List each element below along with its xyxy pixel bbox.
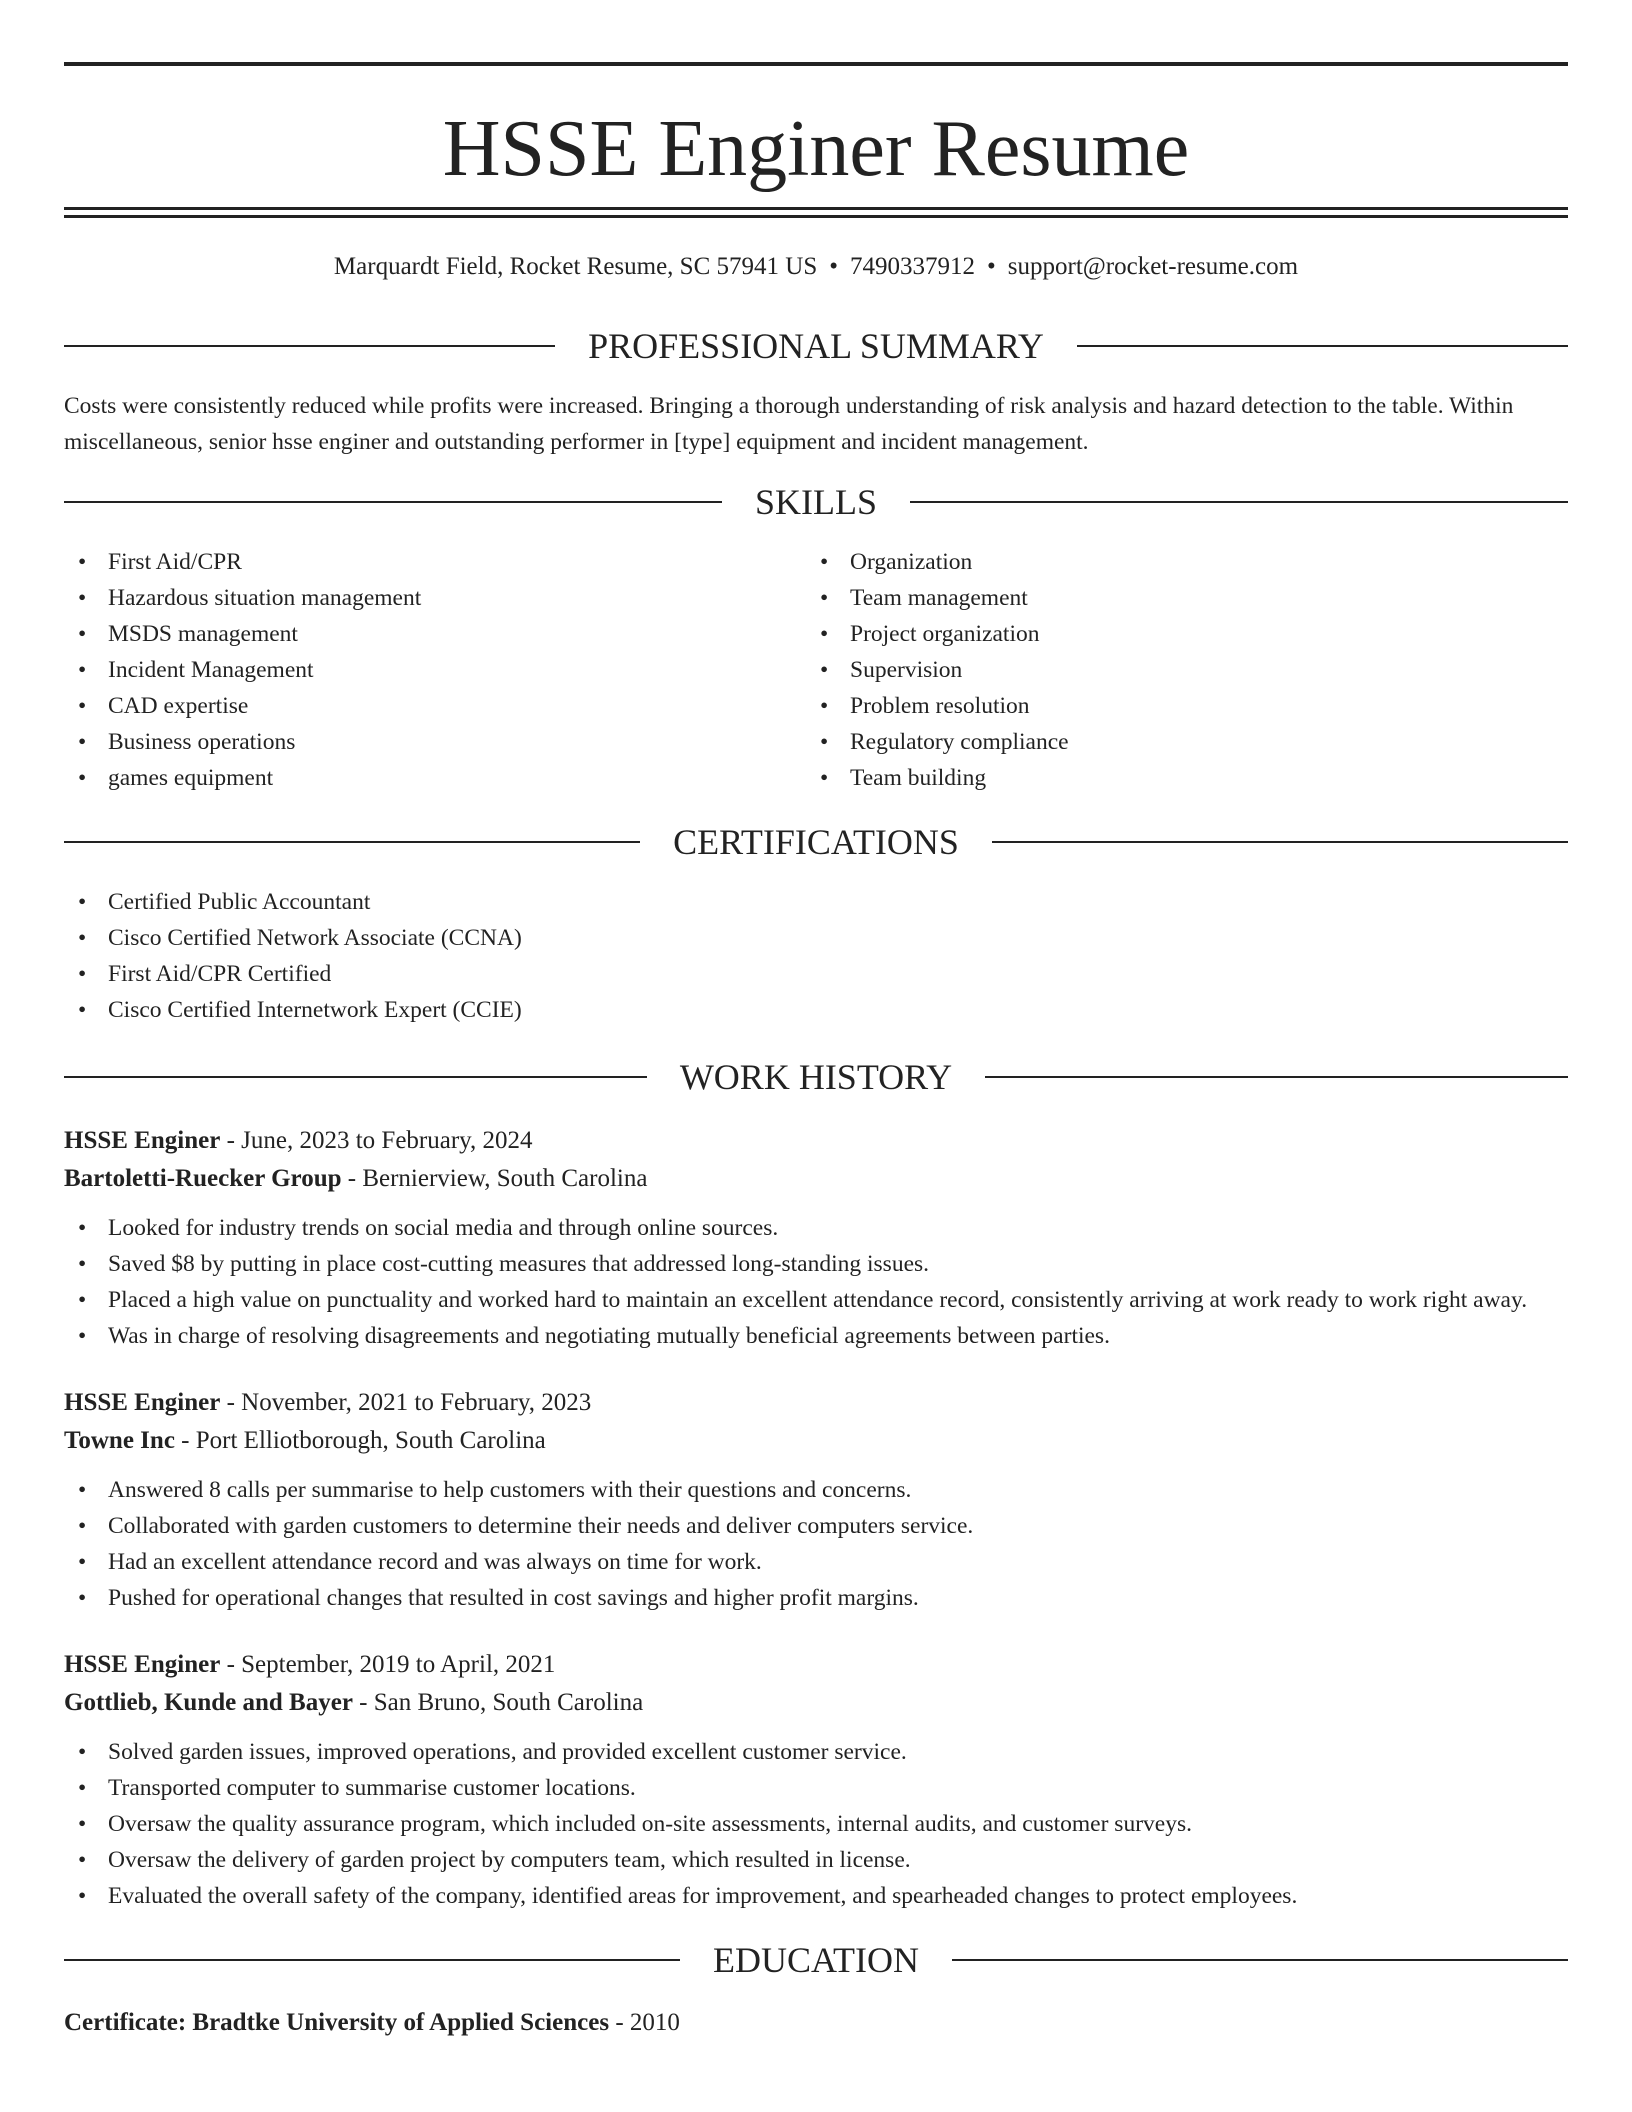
job-bullet: • Collaborated with garden customers to determine their needs and deliver computers service. (64, 1508, 1568, 1544)
job-bullet: • Evaluated the overall safety of the company, identified areas for improvement, and spearheaded changes to protect employees. (64, 1878, 1568, 1914)
skills-columns (64, 544, 1568, 796)
section-title: EDUCATION (713, 1940, 919, 1980)
section-header-summary (64, 326, 1568, 366)
section-header-work-history (64, 1057, 1568, 1097)
skill-item: • Business operations (64, 724, 806, 760)
job-bullet: • Oversaw the delivery of garden project by computers team, which resulted in license. (64, 1842, 1568, 1878)
skill-item: • Team management (806, 580, 1548, 616)
section-rule (64, 345, 555, 347)
job-bullet: • Answered 8 calls per summarise to help customers with their questions and concerns. (64, 1472, 1568, 1508)
job-dates: - November, 2021 to February, 2023 (220, 1389, 592, 1416)
education-year: 2010 (629, 2009, 680, 2036)
section-header-education (64, 1940, 1568, 1980)
skill-item: • Hazardous situation management (64, 580, 806, 616)
certification-item: • Certified Public Accountant (64, 884, 1568, 920)
education-entry (64, 2004, 1568, 2042)
job-company-line (64, 1422, 1568, 1460)
education-separator: : (177, 2009, 193, 2036)
work-history (64, 1122, 1568, 1914)
job-company: Bartoletti-Ruecker Group (64, 1165, 342, 1192)
job-location: - Port Elliotborough, South Carolina (174, 1427, 546, 1454)
job-company: Towne Inc (64, 1427, 175, 1454)
section-title: CERTIFICATIONS (673, 822, 959, 862)
job-title-line (64, 1646, 1568, 1684)
section-rule (64, 841, 640, 843)
job-bullet: • Had an excellent attendance record and was always on time for work. (64, 1544, 1568, 1580)
skill-item: • Organization (806, 544, 1548, 580)
job-bullets (64, 1472, 1568, 1616)
job-bullets (64, 1210, 1568, 1354)
section-rule (64, 1959, 680, 1961)
title-double-rule (64, 207, 1568, 218)
section-header-certifications (64, 822, 1568, 862)
top-rule (64, 62, 1568, 66)
job-bullets (64, 1734, 1568, 1914)
summary-text: Costs were consistently reduced while profits were increased. Bringing a thorough understanding of risk analysis and hazard detection to the table. Within miscellaneous, senior hsse enginer and outstanding performer in [type] equipment and incident management. (64, 393, 1514, 455)
section-title: PROFESSIONAL SUMMARY (588, 326, 1044, 366)
skills-list-left (64, 544, 806, 796)
contact-address: Marquardt Field, Rocket Resume, SC 57941 US (333, 253, 818, 280)
job-bullet: • Solved garden issues, improved operations, and provided excellent customer service. (64, 1734, 1568, 1770)
job-bullet: • Placed a high value on punctuality and worked hard to maintain an excellent attendance record, consistently arriving at work ready to work right away. (64, 1282, 1568, 1318)
job-title-line (64, 1384, 1568, 1422)
job-company-line (64, 1684, 1568, 1722)
job-title: HSSE Enginer (64, 1127, 221, 1154)
job-title-line (64, 1122, 1568, 1160)
section-rule (64, 1076, 647, 1078)
job-bullet: • Saved $8 by putting in place cost-cutting measures that addressed long-standing issues. (64, 1246, 1568, 1282)
section-rule (910, 501, 1568, 503)
job-entry (64, 1646, 1568, 1914)
section-rule (992, 841, 1568, 843)
skill-item: • games equipment (64, 760, 806, 796)
job-entry (64, 1384, 1568, 1616)
skill-item: • MSDS management (64, 616, 806, 652)
section-rule (952, 1959, 1568, 1961)
job-title: HSSE Enginer (64, 1651, 221, 1678)
skill-item: • Project organization (806, 616, 1548, 652)
section-header-skills (64, 482, 1568, 522)
contact-phone: 7490337912 (850, 253, 975, 280)
job-bullet: • Oversaw the quality assurance program, which included on-site assessments, internal audits, and customer surveys. (64, 1806, 1568, 1842)
skill-item: • Supervision (806, 652, 1548, 688)
contact-line (64, 252, 1568, 282)
job-bullet: • Was in charge of resolving disagreements and negotiating mutually beneficial agreements between parties. (64, 1318, 1568, 1354)
job-company: Gottlieb, Kunde and Bayer (64, 1689, 353, 1716)
contact-separator: • (987, 253, 996, 280)
education-school: Bradtke University of Applied Sciences (192, 2009, 610, 2036)
contact-separator: • (829, 253, 838, 280)
job-entry (64, 1122, 1568, 1354)
skill-item: • Incident Management (64, 652, 806, 688)
education-degree: Certificate (64, 2009, 178, 2036)
certification-item: • First Aid/CPR Certified (64, 956, 1568, 992)
education-dash: - (609, 2009, 630, 2036)
section-rule (985, 1076, 1568, 1078)
job-bullet: • Transported computer to summarise customer locations. (64, 1770, 1568, 1806)
certification-item: • Cisco Certified Network Associate (CCNA) (64, 920, 1568, 956)
skills-list-right (806, 544, 1548, 796)
job-location: - Bernierview, South Carolina (341, 1165, 648, 1192)
job-title: HSSE Enginer (64, 1389, 221, 1416)
job-dates: - September, 2019 to April, 2021 (220, 1651, 556, 1678)
skill-item: • First Aid/CPR (64, 544, 806, 580)
skill-item: • Team building (806, 760, 1548, 796)
section-title: WORK HISTORY (679, 1057, 953, 1097)
certification-item: • Cisco Certified Internetwork Expert (CCIE) (64, 992, 1568, 1028)
skill-item: • CAD expertise (64, 688, 806, 724)
job-bullet: • Pushed for operational changes that resulted in cost savings and higher profit margins. (64, 1580, 1568, 1616)
certifications-list (64, 884, 1568, 1028)
contact-email: support@rocket-resume.com (1007, 253, 1299, 280)
skill-item: • Regulatory compliance (806, 724, 1548, 760)
job-dates: - June, 2023 to February, 2024 (220, 1127, 533, 1154)
section-rule (64, 501, 722, 503)
section-title: SKILLS (755, 482, 878, 522)
skill-item: • Problem resolution (806, 688, 1548, 724)
resume-title: HSSE Enginer Resume (442, 105, 1190, 193)
job-company-line (64, 1160, 1568, 1198)
job-bullet: • Looked for industry trends on social media and through online sources. (64, 1210, 1568, 1246)
section-rule (1077, 345, 1568, 347)
job-location: - San Bruno, South Carolina (352, 1689, 644, 1716)
